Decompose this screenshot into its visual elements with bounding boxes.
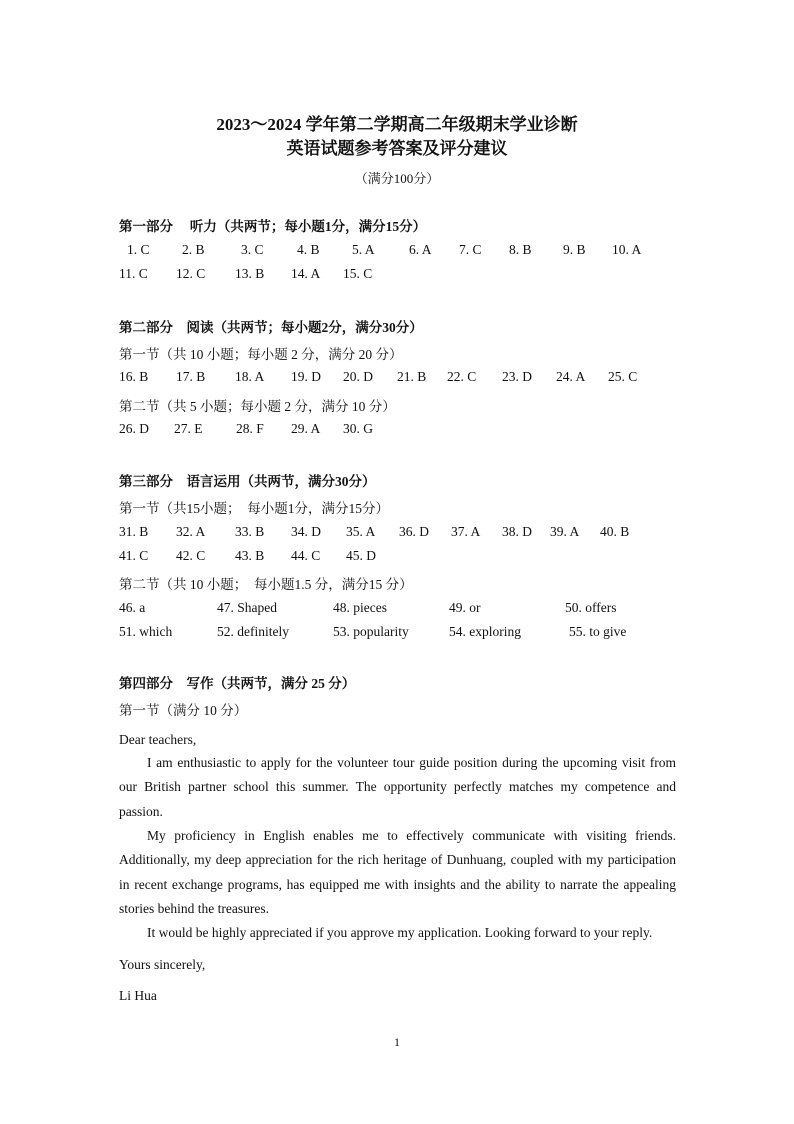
answer-item: 51. which <box>119 624 173 639</box>
answer-item: 53. popularity <box>333 624 409 639</box>
answer-item: 49. or <box>449 600 481 615</box>
answer-item: 19. D <box>291 369 321 384</box>
answer-item: 3. C <box>241 242 264 257</box>
answer-item: 4. B <box>297 242 320 257</box>
answer-row <box>0 266 794 284</box>
letter-paragraph-text: My proficiency in English enables me to effectively communicate with visiting friends. Additionally, my deep appreciation for the rich heritage of Dunhuang, coupled with my participation in recent exchange programs, has equipped me with insights and the ability to narrate the appealing stories behind the treasures. <box>119 828 676 916</box>
answer-item: 46. a <box>119 600 146 615</box>
answer-row <box>0 242 794 260</box>
full-marks-note: （满分100分） <box>354 171 440 186</box>
answer-item: 34. D <box>291 524 321 539</box>
letter-paragraph <box>119 921 676 945</box>
answer-item: 24. A <box>556 369 586 384</box>
answer-item: 38. D <box>502 524 532 539</box>
answer-item: 44. C <box>291 548 321 563</box>
answer-row <box>0 548 794 566</box>
answer-item: 15. C <box>343 266 373 281</box>
answer-row <box>0 624 794 642</box>
answer-item: 32. A <box>176 524 206 539</box>
part4-section1-note: 第一节（满分 10 分） <box>119 703 248 718</box>
answer-item: 23. D <box>502 369 532 384</box>
answer-item: 40. B <box>600 524 630 539</box>
answer-item: 20. D <box>343 369 373 384</box>
answer-item: 11. C <box>119 266 148 281</box>
answer-item: 48. pieces <box>333 600 387 615</box>
answer-item: 2. B <box>182 242 205 257</box>
answer-item: 25. C <box>608 369 638 384</box>
answer-item: 41. C <box>119 548 149 563</box>
answer-item: 6. A <box>409 242 432 257</box>
answer-item: 29. A <box>291 421 321 436</box>
answer-row <box>0 421 794 439</box>
answer-item: 17. B <box>176 369 206 384</box>
answer-item: 55. to give <box>569 624 627 639</box>
part3-heading: 第三部分 语言运用（共两节，满分30分） <box>119 474 376 489</box>
letter-paragraph <box>119 824 676 921</box>
answer-item: 8. B <box>509 242 532 257</box>
answer-item: 21. B <box>397 369 427 384</box>
answer-item: 33. B <box>235 524 265 539</box>
answer-row <box>0 600 794 618</box>
doc-title-line1: 2023～2024 学年第二学期高二年级期末学业诊断 <box>216 115 578 134</box>
letter-paragraph <box>119 751 676 824</box>
answer-item: 18. A <box>235 369 265 384</box>
answer-item: 50. offers <box>565 600 617 615</box>
answer-item: 26. D <box>119 421 149 436</box>
doc-title-line2: 英语试题参考答案及评分建议 <box>286 139 508 158</box>
answer-item: 54. exploring <box>449 624 521 639</box>
page-number: 1 <box>394 1035 400 1049</box>
answer-item: 39. A <box>550 524 580 539</box>
answer-item: 22. C <box>447 369 477 384</box>
answer-item: 30. G <box>343 421 373 436</box>
answer-item: 9. B <box>563 242 586 257</box>
letter-signature: Li Hua <box>119 988 157 1003</box>
answer-item: 28. F <box>236 421 264 436</box>
answer-item: 7. C <box>459 242 482 257</box>
answer-item: 47. Shaped <box>217 600 277 615</box>
answer-item: 14. A <box>291 266 321 281</box>
answer-item: 1. C <box>127 242 150 257</box>
answer-item: 45. D <box>346 548 376 563</box>
answer-item: 36. D <box>399 524 429 539</box>
answer-item: 42. C <box>176 548 206 563</box>
part4-heading: 第四部分 写作（共两节，满分 25 分） <box>119 676 356 691</box>
answer-item: 37. A <box>451 524 481 539</box>
answer-item: 52. definitely <box>217 624 289 639</box>
letter-paragraph-text: I am enthusiastic to apply for the volunteer tour guide position during the upcoming visit from our British partner school this summer. The opportunity perfectly matches my competence and passion. <box>119 755 676 819</box>
part2-section2-note: 第二节（共 5 小题；每小题 2 分，满分 10 分） <box>119 399 396 414</box>
letter-salutation: Dear teachers, <box>119 732 197 747</box>
answer-item: 10. A <box>612 242 642 257</box>
part2-heading: 第二部分 阅读（共两节；每小题2分，满分30分） <box>119 320 423 335</box>
answer-item: 43. B <box>235 548 265 563</box>
answer-item: 13. B <box>235 266 265 281</box>
letter-closing: Yours sincerely, <box>119 957 206 972</box>
part3-section2-note: 第二节（共 10 小题； 每小题1.5 分，满分15 分） <box>119 577 413 592</box>
answer-item: 5. A <box>352 242 375 257</box>
answer-row <box>0 524 794 542</box>
answer-item: 27. E <box>174 421 203 436</box>
part3-section1-note: 第一节（共15小题； 每小题1分，满分15分） <box>119 501 389 516</box>
part2-section1-note: 第一节（共 10 小题；每小题 2 分，满分 20 分） <box>119 347 403 362</box>
letter-paragraph-text: It would be highly appreciated if you approve my application. Looking forward to your reply. <box>147 925 653 940</box>
answer-item: 31. B <box>119 524 149 539</box>
answer-item: 35. A <box>346 524 376 539</box>
part1-heading: 第一部分 听力（共两节；每小题1分，满分15分） <box>119 219 427 234</box>
answer-item: 12. C <box>176 266 206 281</box>
answer-row <box>0 369 794 387</box>
answer-item: 16. B <box>119 369 149 384</box>
